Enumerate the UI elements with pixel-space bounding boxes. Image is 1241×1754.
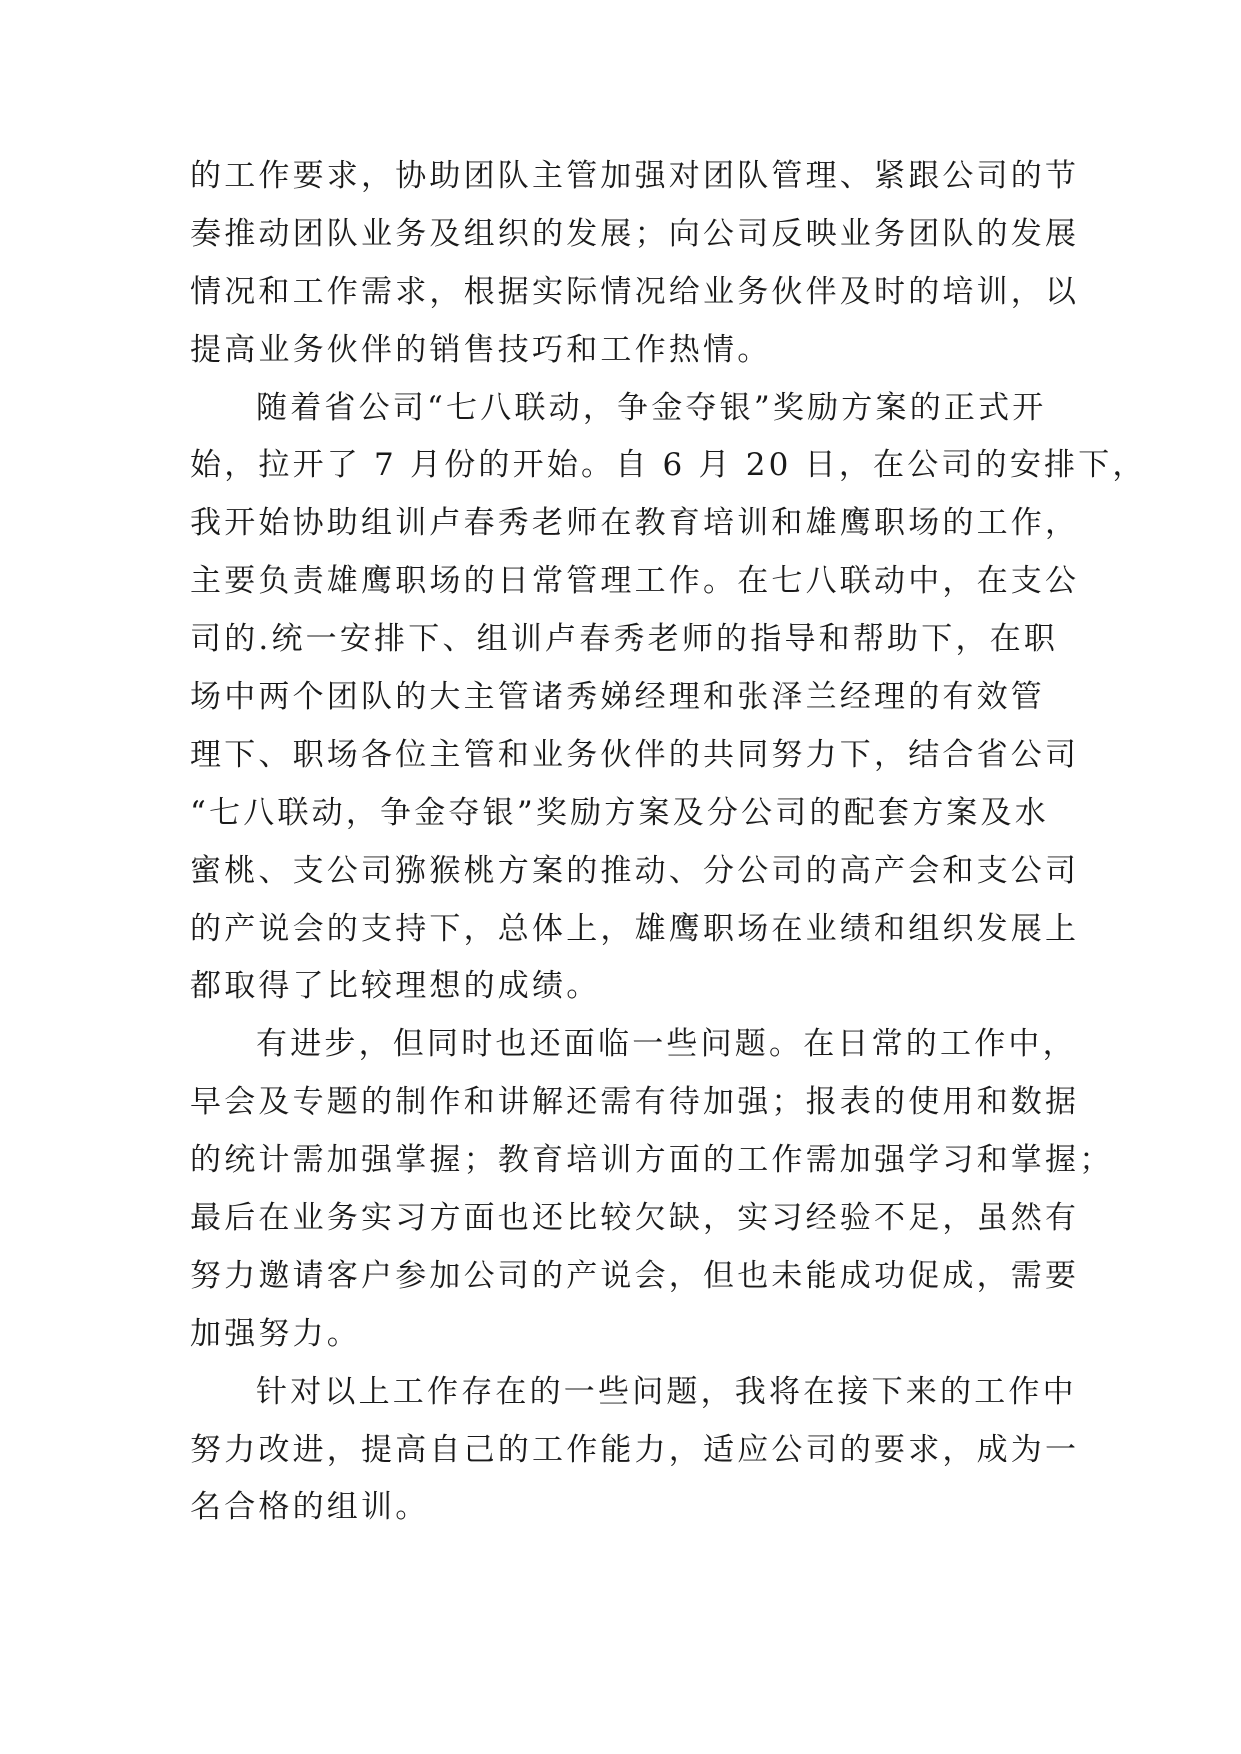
text-line: 场中两个团队的大主管诸秀娣经理和张泽兰经理的有效管 xyxy=(190,679,1045,716)
text-line: 最后在业务实习方面也还比较欠缺，实习经验不足，虽然有 xyxy=(190,1200,1080,1237)
text-line: 主要负责雄鹰职场的日常管理工作。在七八联动中，在支公 xyxy=(190,563,1080,600)
text-line: 提高业务伙伴的销售技巧和工作热情。 xyxy=(190,331,772,368)
text-line: 针对以上工作存在的一些问题，我将在接下来的工作中 xyxy=(256,1373,1077,1410)
text-line: 早会及专题的制作和讲解还需有待加强；报表的使用和数据 xyxy=(190,1084,1080,1121)
text-line: 奏推动团队业务及组织的发展；向公司反映业务团队的发展 xyxy=(190,215,1080,252)
document-body xyxy=(190,148,1147,1537)
text-line: 始，拉开了 7 月份的开始。自 6 月 20 日，在公司的安排下， xyxy=(190,447,1147,484)
text-line: 的工作要求，协助团队主管加强对团队管理、紧跟公司的节 xyxy=(190,158,1080,194)
text-line: 有进步，但同时也还面临一些问题。在日常的工作中， xyxy=(256,1026,1077,1063)
text-line: 蜜桃、支公司猕猴桃方案的推动、分公司的高产会和支公司 xyxy=(190,852,1080,889)
paragraph-3 xyxy=(190,1016,1114,1363)
text-line: “七八联动，争金夺银”奖励方案及分公司的配套方案及水 xyxy=(190,794,1049,831)
text-line: 都取得了比较理想的成绩。 xyxy=(190,968,601,1005)
text-line: 努力改进，提高自己的工作能力，适应公司的要求，成为一 xyxy=(190,1431,1080,1468)
text-line: 理下、职场各位主管和业务伙伴的共同努力下，结合省公司 xyxy=(190,736,1080,773)
text-line: 加强努力。 xyxy=(190,1315,361,1352)
text-line: 努力邀请客户参加公司的产说会，但也未能成功促成，需要 xyxy=(190,1257,1080,1294)
paragraph-1 xyxy=(190,148,1080,380)
text-line: 的产说会的支持下，总体上，雄鹰职场在业绩和组织发展上 xyxy=(190,910,1080,947)
text-line: 我开始协助组训卢春秀老师在教育培训和雄鹰职场的工作， xyxy=(190,505,1080,542)
text-line: 名合格的组训。 xyxy=(190,1489,430,1526)
paragraph-4 xyxy=(190,1364,1080,1538)
text-line: 随着省公司“七八联动，争金夺银”奖励方案的正式开 xyxy=(256,389,1047,426)
text-line: 情况和工作需求，根据实际情况给业务伙伴及时的培训，以 xyxy=(190,273,1080,310)
text-line: 的统计需加强掌握；教育培训方面的工作需加强学习和掌握； xyxy=(190,1142,1114,1179)
paragraph-2 xyxy=(190,380,1147,1017)
text-line: 司的.统一安排下、组训卢春秀老师的指导和帮助下，在职 xyxy=(190,621,1059,658)
